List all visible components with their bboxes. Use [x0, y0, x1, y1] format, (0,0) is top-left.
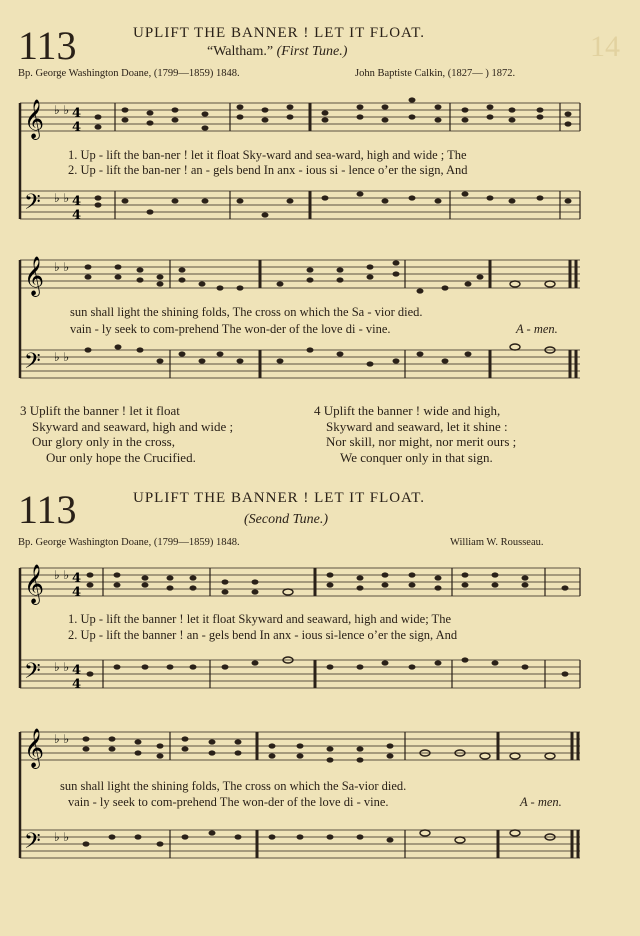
time-signature: 4: [72, 106, 82, 121]
bass-staff: [20, 350, 580, 378]
lyrics-verse-1: 1. Up - lift the banner ! let it float Skyward and seaward, high and wide; The: [68, 612, 451, 626]
treble-staff: [20, 260, 580, 288]
time-signature: 4: [72, 663, 82, 678]
bass-clef-icon: 𝄢: [24, 659, 41, 689]
flat-icon: ♭ ♭: [54, 568, 70, 582]
bass-clef-icon: 𝄢: [24, 190, 41, 220]
flat-icon: ♭ ♭: [54, 260, 70, 274]
lyrics-verse-1: 1. Up - lift the ban-ner ! let it float Sky-ward and sea-ward, high and wide ; The: [68, 148, 467, 162]
tune-name: “Waltham.” (First Tune.): [207, 44, 348, 59]
time-signature: 4: [72, 208, 82, 223]
amen: A - men.: [520, 795, 562, 809]
verse-4: 4 Uplift the banner ! wide and high, Skyward and seaward, let it shine : Nor skill, nor might, nor merit ours ; We conquer only in that sign.: [314, 403, 517, 465]
time-signature: 4: [72, 120, 82, 135]
verse-3: 3 Uplift the banner ! let it float Skyward and seaward, high and wide ; Our glory only in the cross, Our only hope the Crucified.: [20, 403, 234, 465]
flat-icon: ♭ ♭: [54, 660, 70, 674]
lyrics-verse-2: vain - ly seek to com-prehend The won-der of the love di - vine.: [70, 322, 391, 336]
flat-icon: ♭ ♭: [54, 191, 70, 205]
author-credit: Bp. George Washington Doane, (1799—1859) 1848.: [18, 68, 240, 79]
treble-staff: [20, 568, 580, 596]
flat-icon: ♭ ♭: [54, 350, 70, 364]
lyrics-verse-1: sun shall light the shining folds, The cross on which the Sa - vior died.: [70, 305, 423, 319]
bass-clef-icon: 𝄢: [24, 829, 41, 859]
flat-icon: ♭ ♭: [54, 830, 70, 844]
lyrics-verse-2: 2. Up - lift the ban-ner ! an - gels bend In anx - ious si - lence o’er the sign, And: [68, 163, 468, 177]
lyrics-verse-1: sun shall light the shining folds, The cross on which the Sa-vior died.: [60, 779, 407, 793]
bleed-through-number: 14: [590, 30, 620, 63]
amen: A - men.: [516, 322, 558, 336]
treble-clef-icon: 𝄞: [24, 564, 45, 604]
hymn-title: UPLIFT THE BANNER ! LET IT FLOAT.: [133, 490, 426, 506]
hymn-number: 113: [18, 23, 77, 68]
bass-clef-icon: 𝄢: [24, 349, 41, 379]
time-signature: 4: [72, 571, 82, 586]
tune-note: (Second Tune.): [244, 512, 328, 527]
treble-clef-icon: 𝄞: [24, 728, 45, 768]
bass-staff: [20, 830, 580, 858]
time-signature: 4: [72, 194, 82, 209]
composer-credit: John Baptiste Calkin, (1827— ) 1872.: [355, 68, 516, 79]
hymn-number: 113: [18, 487, 77, 532]
author-credit: Bp. George Washington Doane, (1799—1859) 1848.: [18, 537, 240, 548]
lyrics-verse-2: vain - ly seek to com-prehend The won-der of the love di - vine.: [68, 795, 389, 809]
time-signature: 4: [72, 677, 82, 692]
tune-note: (First Tune.): [276, 44, 348, 59]
flat-icon: ♭ ♭: [54, 103, 70, 117]
composer-credit: William W. Rousseau.: [450, 537, 544, 548]
treble-clef-icon: 𝄞: [24, 99, 45, 139]
treble-staff: [20, 103, 580, 131]
lyrics-verse-2: 2. Up - lift the banner ! an - gels bend In anx - ious si-lence o’er the sign, And: [68, 628, 458, 642]
music-system-2: [20, 250, 582, 390]
time-signature: 4: [72, 585, 82, 600]
bass-staff: [20, 191, 580, 219]
hymn-title: UPLIFT THE BANNER ! LET IT FLOAT.: [133, 25, 426, 41]
treble-clef-icon: 𝄞: [24, 256, 45, 296]
flat-icon: ♭ ♭: [54, 732, 70, 746]
